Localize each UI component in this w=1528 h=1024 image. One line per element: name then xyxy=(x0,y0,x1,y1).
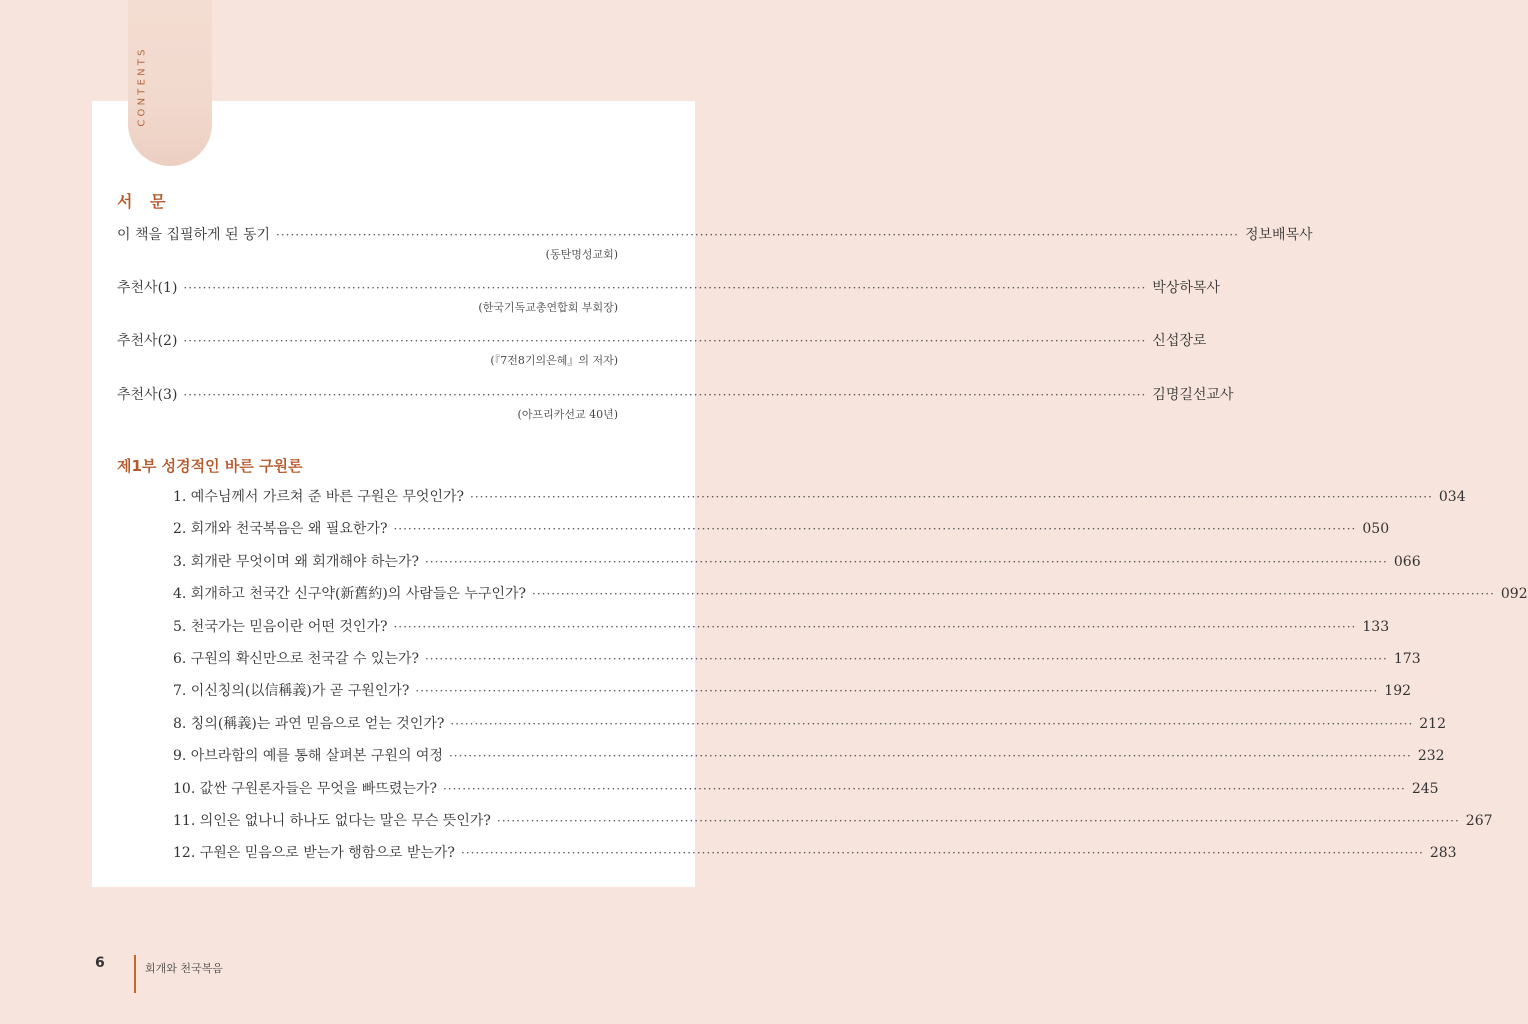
contents-tab-label: CONTENTS xyxy=(136,45,148,127)
chapter-title: 5. 천국가는 믿음이란 어떤 것인가? xyxy=(173,618,388,635)
chapter-entry[interactable] xyxy=(173,842,1457,862)
chapter-page-number: 232 xyxy=(1417,748,1445,765)
dot-leader: ········································································································································································································ xyxy=(424,652,1388,666)
page-number: 6 xyxy=(95,955,105,971)
chapter-entry[interactable] xyxy=(173,551,1421,571)
chapter-page-number: 212 xyxy=(1419,715,1446,732)
chapter-entry[interactable] xyxy=(173,583,1528,603)
dot-leader: ········································································································································································································ xyxy=(450,716,1414,731)
running-title: 회개와 천국복음 xyxy=(145,962,223,975)
chapter-entry[interactable] xyxy=(173,778,1439,798)
dot-leader: ········································································································································································································ xyxy=(470,490,1433,504)
chapter-page-number: 034 xyxy=(1438,489,1466,505)
chapter-page-number: 173 xyxy=(1393,651,1421,667)
chapter-entry[interactable] xyxy=(173,616,1390,636)
preface-entry-label: 추천사(1) xyxy=(117,280,178,296)
chapter-entry[interactable] xyxy=(173,745,1445,765)
chapter-entry[interactable] xyxy=(173,680,1412,700)
chapter-title: 6. 구원의 확신만으로 천국갈 수 있는가? xyxy=(173,651,419,667)
chapter-entry[interactable] xyxy=(173,486,1466,506)
preface-entry-author: 박상하목사 xyxy=(1152,280,1220,296)
chapter-title: 2. 회개와 천국복음은 왜 필요한가? xyxy=(173,521,388,538)
chapter-page-number: 267 xyxy=(1465,813,1493,829)
preface-entry-author: 신섭장로 xyxy=(1152,333,1207,349)
chapter-entry[interactable] xyxy=(173,518,1390,538)
dot-leader: ········································································································································································································ xyxy=(448,749,1412,764)
chapter-title: 11. 의인은 없나니 하나도 없다는 말은 무슨 뜻인가? xyxy=(173,813,491,829)
preface-entry-label: 추천사(2) xyxy=(117,333,178,349)
chapter-page-number: 092 xyxy=(1500,586,1528,603)
chapter-title: 9. 아브라함의 예를 통해 살펴본 구원의 여정 xyxy=(173,748,443,765)
chapter-title: 3. 회개란 무엇이며 왜 회개해야 하는가? xyxy=(173,553,419,570)
chapter-title: 8. 칭의(稱義)는 과연 믿음으로 얻는 것인가? xyxy=(173,715,445,732)
chapter-page-number: 133 xyxy=(1362,618,1390,635)
chapter-title: 4. 회개하고 천국간 신구약(新舊約)의 사람들은 누구인가? xyxy=(173,586,526,603)
preface-entry-note: (아프리카선교 40년) xyxy=(517,408,618,421)
chapter-title: 7. 이신칭의(以信稱義)가 곧 구원인가? xyxy=(173,683,410,700)
chapter-title: 12. 구원은 믿음으로 받는가 행함으로 받는가? xyxy=(173,845,455,862)
preface-entry[interactable] xyxy=(117,277,1220,297)
chapter-entry[interactable] xyxy=(173,713,1446,733)
dot-leader: ········································································································································································································ xyxy=(496,814,1460,828)
dot-leader: ········································································································································································································ xyxy=(183,388,1147,402)
preface-entry-author: 김명길선교사 xyxy=(1152,387,1234,403)
preface-entry[interactable] xyxy=(117,330,1207,350)
preface-title: 서 문 xyxy=(117,192,172,211)
dot-leader: ········································································································································································································ xyxy=(415,684,1379,699)
preface-entry-label: 이 책을 집필하게 된 동기 xyxy=(117,227,271,243)
preface-entry[interactable] xyxy=(117,384,1234,404)
preface-entry-note: (동탄명성교회) xyxy=(545,248,618,261)
chapter-entry[interactable] xyxy=(173,648,1421,668)
preface-entry[interactable] xyxy=(117,224,1313,244)
chapter-page-number: 245 xyxy=(1411,780,1439,797)
preface-entry-note: (『7전8기의은혜』의 저자) xyxy=(490,354,618,367)
chapter-title: 10. 값싼 구원론자들은 무엇을 빠뜨렸는가? xyxy=(173,780,437,797)
chapter-title: 1. 예수님께서 가르쳐 준 바른 구원은 무엇인가? xyxy=(173,489,464,505)
dot-leader: ········································································································································································································ xyxy=(276,228,1239,242)
footer-divider xyxy=(134,955,136,993)
dot-leader: ········································································································································································································ xyxy=(460,846,1424,861)
dot-leader: ········································································································································································································ xyxy=(183,334,1147,348)
chapter-page-number: 283 xyxy=(1429,845,1457,862)
preface-entry-label: 추천사(3) xyxy=(117,387,178,403)
preface-entry-note: (한국기독교총연합회 부회장) xyxy=(478,301,618,314)
dot-leader: ········································································································································································································ xyxy=(532,587,1495,602)
chapter-page-number: 066 xyxy=(1393,553,1421,570)
dot-leader: ········································································································································································································ xyxy=(424,554,1388,569)
preface-entry-author: 정보배목사 xyxy=(1244,227,1313,243)
chapter-page-number: 192 xyxy=(1384,683,1412,700)
chapter-page-number: 050 xyxy=(1362,521,1390,538)
dot-leader: ········································································································································································································ xyxy=(393,522,1357,537)
dot-leader: ········································································································································································································ xyxy=(442,781,1406,796)
part1-title: 제1부 성경적인 바른 구원론 xyxy=(117,457,303,475)
chapter-entry[interactable] xyxy=(173,810,1493,830)
dot-leader: ········································································································································································································ xyxy=(183,281,1147,295)
dot-leader: ········································································································································································································ xyxy=(393,619,1357,634)
